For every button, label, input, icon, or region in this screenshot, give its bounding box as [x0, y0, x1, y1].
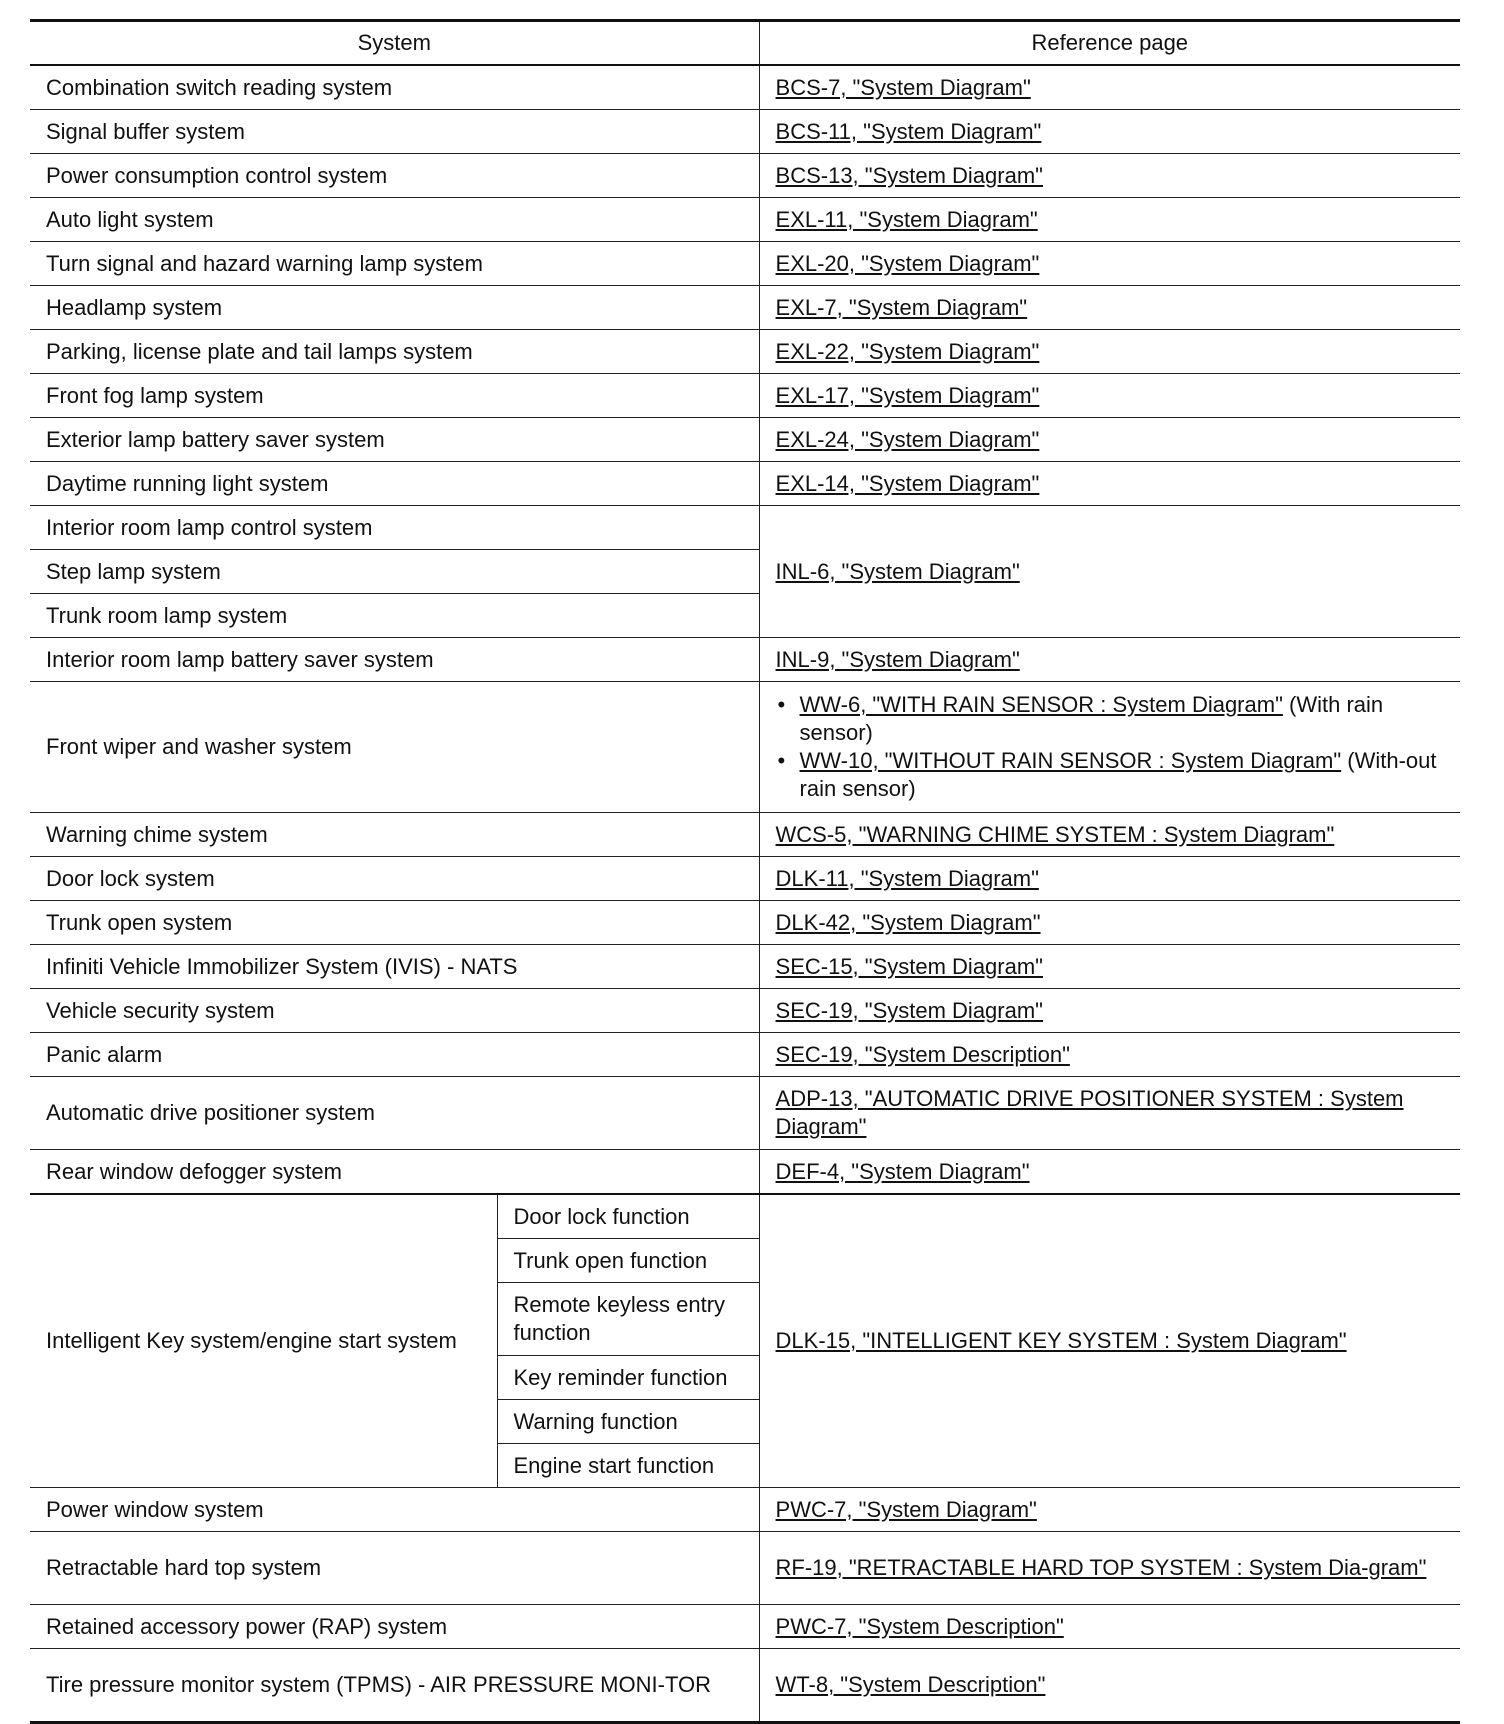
reference-link[interactable]: INL-6, "System Diagram" — [775, 558, 1020, 584]
system-cell: Intelligent Key system/engine start system — [30, 1194, 497, 1488]
table-row — [30, 813, 1460, 857]
table-row — [30, 1150, 1460, 1195]
table-row — [30, 286, 1460, 330]
system-cell: Combination switch reading system — [30, 65, 759, 110]
system-cell: Door lock system — [30, 857, 759, 901]
reference-link[interactable]: EXL-20, "System Diagram" — [775, 250, 1040, 276]
table-row — [30, 462, 1460, 506]
header-reference: Reference page — [759, 21, 1460, 66]
system-cell: Vehicle security system — [30, 989, 759, 1033]
reference-link[interactable]: DEF-4, "System Diagram" — [775, 1158, 1030, 1184]
table-row — [30, 1532, 1460, 1605]
system-cell: Step lamp system — [30, 550, 759, 594]
system-cell: Front wiper and washer system — [30, 682, 759, 813]
reference-link[interactable]: PWC-7, "System Description" — [775, 1613, 1064, 1639]
table-row — [30, 1488, 1460, 1532]
system-cell: Retained accessory power (RAP) system — [30, 1605, 759, 1649]
reference-link[interactable]: BCS-11, "System Diagram" — [775, 118, 1042, 144]
function-cell: Remote keyless entry function — [497, 1283, 759, 1356]
system-cell: Turn signal and hazard warning lamp system — [30, 242, 759, 286]
function-cell: Key reminder function — [497, 1356, 759, 1400]
system-cell: Headlamp system — [30, 286, 759, 330]
system-cell: Rear window defogger system — [30, 1150, 759, 1195]
table-row — [30, 330, 1460, 374]
table-row — [30, 989, 1460, 1033]
system-cell: Auto light system — [30, 198, 759, 242]
table-row — [30, 154, 1460, 198]
table-row — [30, 65, 1460, 110]
system-cell: Panic alarm — [30, 1033, 759, 1077]
table-row — [30, 110, 1460, 154]
table-row — [30, 638, 1460, 682]
system-cell: Power consumption control system — [30, 154, 759, 198]
table-row — [30, 198, 1460, 242]
reference-link[interactable]: WCS-5, "WARNING CHIME SYSTEM : System Diagram" — [775, 821, 1335, 847]
reference-link[interactable]: EXL-7, "System Diagram" — [775, 294, 1028, 320]
reference-link[interactable]: WT-8, "System Description" — [775, 1672, 1046, 1697]
list-item — [776, 747, 1445, 803]
reference-link[interactable]: BCS-7, "System Diagram" — [775, 74, 1031, 100]
system-cell: Trunk open system — [30, 901, 759, 945]
table-row — [30, 1605, 1460, 1649]
reference-link[interactable]: RF-19, "RETRACTABLE HARD TOP SYSTEM : System Dia-gram" — [775, 1555, 1427, 1580]
reference-link[interactable]: INL-9, "System Diagram" — [775, 646, 1020, 672]
table-header-row — [30, 21, 1460, 66]
reference-note: (With-out rain sensor) — [799, 748, 1437, 801]
table-row — [30, 945, 1460, 989]
header-system: System — [30, 21, 759, 66]
reference-link[interactable]: SEC-15, "System Diagram" — [775, 953, 1043, 979]
reference-link[interactable]: WW-10, "WITHOUT RAIN SENSOR : System Diagram" — [799, 748, 1342, 773]
system-cell: Front fog lamp system — [30, 374, 759, 418]
function-cell: Warning function — [497, 1400, 759, 1444]
system-cell: Exterior lamp battery saver system — [30, 418, 759, 462]
table-row — [30, 1077, 1460, 1150]
system-cell: Tire pressure monitor system (TPMS) - AIR PRESSURE MONI-TOR — [30, 1649, 759, 1723]
reference-note: (With rain sensor) — [799, 692, 1384, 745]
system-cell: Power window system — [30, 1488, 759, 1532]
system-cell: Interior room lamp control system — [30, 506, 759, 550]
reference-link[interactable]: EXL-11, "System Diagram" — [775, 206, 1038, 232]
function-cell: Trunk open function — [497, 1239, 759, 1283]
list-item — [776, 691, 1445, 747]
system-cell: Parking, license plate and tail lamps system — [30, 330, 759, 374]
table-row — [30, 1649, 1460, 1723]
system-cell: Trunk room lamp system — [30, 594, 759, 638]
system-reference-table — [30, 19, 1460, 1724]
system-cell: Daytime running light system — [30, 462, 759, 506]
reference-link[interactable]: ADP-13, "AUTOMATIC DRIVE POSITIONER SYSTEM : System Diagram" — [775, 1086, 1404, 1139]
reference-link[interactable]: DLK-15, "INTELLIGENT KEY SYSTEM : System Diagram" — [775, 1328, 1347, 1353]
table-row — [30, 857, 1460, 901]
reference-link[interactable]: DLK-11, "System Diagram" — [775, 865, 1039, 891]
system-cell: Signal buffer system — [30, 110, 759, 154]
table-row — [30, 1194, 1460, 1239]
system-cell: Retractable hard top system — [30, 1532, 759, 1605]
reference-link[interactable]: EXL-17, "System Diagram" — [775, 382, 1040, 408]
table-row — [30, 682, 1460, 813]
system-cell: Warning chime system — [30, 813, 759, 857]
system-cell: Interior room lamp battery saver system — [30, 638, 759, 682]
reference-link[interactable]: SEC-19, "System Diagram" — [775, 997, 1043, 1023]
reference-link[interactable]: EXL-22, "System Diagram" — [775, 338, 1040, 364]
reference-link[interactable]: BCS-13, "System Diagram" — [775, 162, 1043, 188]
system-cell: Infiniti Vehicle Immobilizer System (IVIS) - NATS — [30, 945, 759, 989]
function-cell: Engine start function — [497, 1444, 759, 1488]
reference-link[interactable]: EXL-14, "System Diagram" — [775, 470, 1040, 496]
reference-list-cell — [759, 682, 1460, 813]
system-cell: Automatic drive positioner system — [30, 1077, 759, 1150]
table-row — [30, 418, 1460, 462]
reference-link[interactable]: PWC-7, "System Diagram" — [775, 1496, 1037, 1522]
table-row — [30, 374, 1460, 418]
table-row — [30, 242, 1460, 286]
table-row — [30, 506, 1460, 550]
table-row — [30, 1033, 1460, 1077]
function-cell: Door lock function — [497, 1194, 759, 1239]
reference-link[interactable]: WW-6, "WITH RAIN SENSOR : System Diagram" — [799, 692, 1283, 717]
reference-link[interactable]: SEC-19, "System Description" — [775, 1041, 1070, 1067]
table-row — [30, 901, 1460, 945]
reference-list — [776, 691, 1445, 803]
reference-link[interactable]: EXL-24, "System Diagram" — [775, 426, 1040, 452]
reference-link[interactable]: DLK-42, "System Diagram" — [775, 909, 1041, 935]
